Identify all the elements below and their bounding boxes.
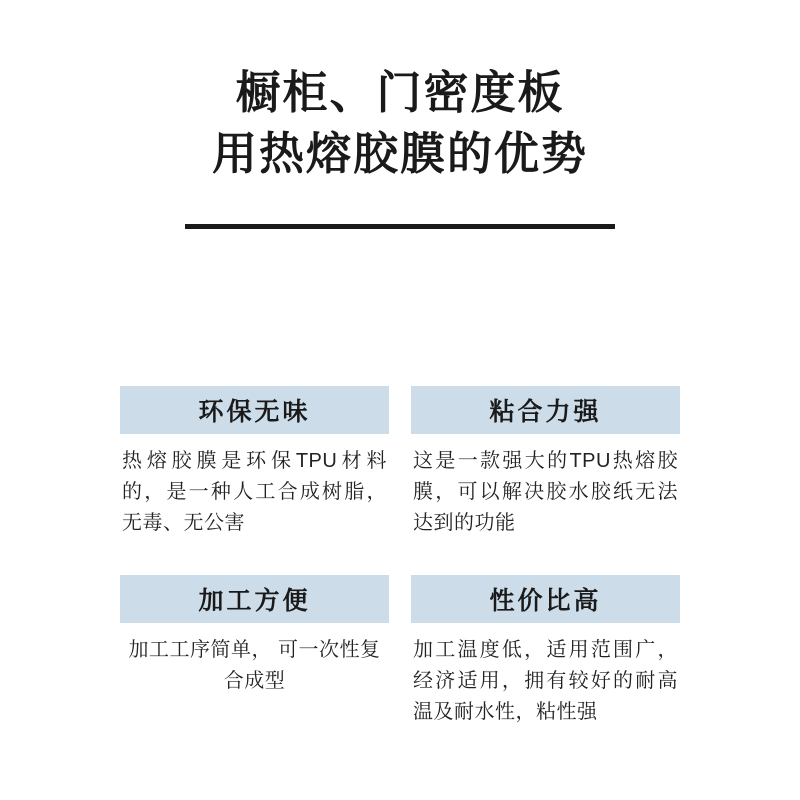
feature-heading: 性价比高 <box>411 575 680 623</box>
page-title-line-2: 用热熔胶膜的优势 <box>211 128 588 180</box>
title-block <box>0 0 800 229</box>
feature-body: 加工工序简单， 可一次性复合成型 <box>128 639 381 692</box>
feature-card <box>411 575 680 728</box>
feature-card <box>120 575 389 697</box>
title-divider <box>185 224 615 229</box>
feature-body: 热熔胶膜是环保TPU材料的，是一种人工合成树脂，无毒、无公害 <box>122 450 387 534</box>
column-spacer <box>411 545 680 575</box>
feature-heading: 加工方便 <box>120 575 389 623</box>
feature-heading: 粘合力强 <box>411 386 680 434</box>
feature-body: 这是一款强大的TPU热熔胶膜，可以解决胶水胶纸无法达到的功能 <box>413 450 678 534</box>
feature-column-right <box>411 386 680 734</box>
feature-grid <box>0 386 800 734</box>
feature-column-left <box>120 386 389 734</box>
page-title-line-1: 橱柜、门密度板 <box>235 67 565 118</box>
column-spacer <box>120 545 389 575</box>
feature-heading: 环保无味 <box>120 386 389 434</box>
feature-card <box>120 386 389 539</box>
feature-card <box>411 386 680 539</box>
feature-body: 加工温度低，适用范围广，经济适用，拥有较好的耐高温及耐水性，粘性强 <box>413 639 678 723</box>
